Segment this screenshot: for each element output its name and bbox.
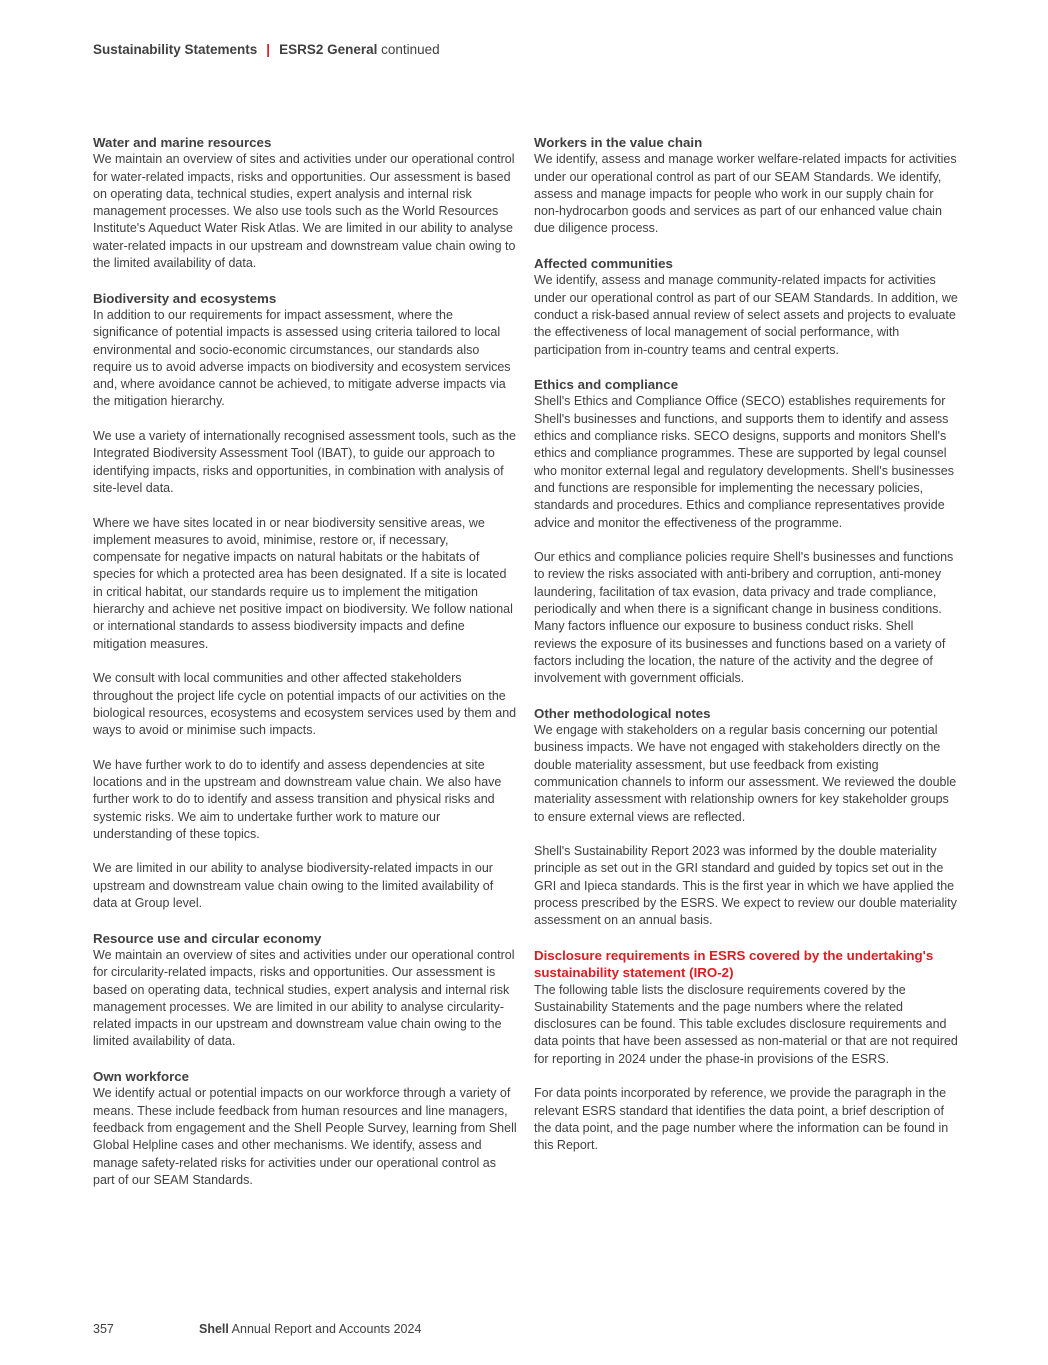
section-heading: Resource use and circular economy bbox=[93, 930, 322, 946]
section-biodiversity-cont bbox=[93, 757, 517, 843]
section-paragraph: Shell's Ethics and Compliance Office (SECO) establishes requirements for Shell's businesses and functions, and supports them to identify and assess ethics and compliance risks. SECO designs, supports and monitors Shell's ethics and compliance programmes. These are supported by legal counsel who monitor external legal and regulatory developments. Shell's businesses and functions are responsible for implementing the necessary policies, standards and procedures. Ethics and compliance representatives provide advice and monitor the effectiveness of the programme. bbox=[534, 394, 954, 530]
section-own-workforce bbox=[93, 1068, 517, 1189]
section-heading: Ethics and compliance bbox=[534, 377, 679, 393]
section-biodiversity-cont bbox=[93, 428, 517, 497]
section-paragraph: We engage with stakeholders on a regular basis concerning our potential business impacts. We have not engaged with stakeholders directly on the double materiality assessment, but use feedback from existing communication channels to inform our assessment. We reviewed the double materiality assessment with relationship owners for key stakeholder groups to ensure external views are reflected. bbox=[534, 723, 957, 824]
section-disclosure-requirements bbox=[534, 947, 958, 1068]
section-paragraph: We consult with local communities and other affected stakeholders throughout the project life cycle on potential impacts of our activities on the biological resources, ecosystems and ecosystem services used by them and ways to avoid or minimise such impacts. bbox=[93, 671, 517, 738]
header-divider: | bbox=[266, 42, 271, 57]
section-paragraph: Where we have sites located in or near biodiversity sensitive areas, we implement measures to avoid, minimise, restore or, if necessary, compensate for negative impacts on natural habitats or the habitats of species for which a protected area has been designated. If a site is located in critical habitat, our standards require us to implement the mitigation hierarchy and achieve net positive impact on biodiversity. We follow national or international standards to assess biodiversity impacts and define mitigation measures. bbox=[93, 515, 513, 651]
section-biodiversity-cont bbox=[93, 670, 517, 739]
section-methodological-notes bbox=[534, 705, 958, 826]
section-heading: Other methodological notes bbox=[534, 705, 711, 721]
section-water-marine bbox=[93, 134, 517, 272]
section-biodiversity bbox=[93, 290, 517, 411]
section-affected-communities bbox=[534, 255, 958, 359]
page-footer bbox=[93, 1322, 422, 1336]
section-heading: Own workforce bbox=[93, 1069, 190, 1085]
section-paragraph: We maintain an overview of sites and activities under our operational control for circularity-related impacts, risks and opportunities. Our assessment is based on operating data, technical studies, expert analysis and internal risk management processes. We are limited in our ability to analyse circularity-related impacts in our upstream and downstream value chain owing to the limited availability of data. bbox=[93, 947, 515, 1049]
section-paragraph: We have further work to do to identify and assess dependencies at site locations and in the upstream and downstream value chain. We also have further work to do to identify and assess transition and physical risks and systemic risks. We aim to undertake further work to mature our understanding of these topics. bbox=[93, 757, 502, 841]
section-disclosure-requirements-cont bbox=[534, 1085, 958, 1154]
section-heading: Workers in the value chain bbox=[534, 135, 703, 150]
section-value-chain-workers bbox=[534, 134, 958, 238]
section-ethics-compliance-cont bbox=[534, 549, 958, 687]
section-paragraph: We are limited in our ability to analyse biodiversity-related impacts in our upstream and downstream value chain owing to the limited availability of data at Group level. bbox=[93, 861, 494, 911]
section-paragraph: For data points incorporated by reference, we provide the paragraph in the relevant ESRS standard that identifies the data point, a brief description of the data point, and the page number where the information can be found in this Report. bbox=[534, 1086, 949, 1153]
section-heading: Water and marine resources bbox=[93, 135, 272, 150]
brand-name: Shell bbox=[199, 1322, 229, 1336]
footer-brand bbox=[199, 1322, 421, 1336]
section-paragraph: We use a variety of internationally recognised assessment tools, such as the Integrated Biodiversity Assessment Tool (IBAT), to guide our approach to identifying impacts, risks and opportunities, in combination with analysis of site-level data. bbox=[93, 429, 516, 495]
section-paragraph: We identify, assess and manage worker welfare-related impacts for activities under our operational control as part of our SEAM Standards. We identify, assess and manage impacts for people who work in our supply chain for non-hydrocarbon goods and services as part of our enhanced value chain due diligence process. bbox=[534, 152, 957, 236]
section-paragraph: In addition to our requirements for impact assessment, where the significance of potential impacts is assessed using criteria tailored to local environmental and socio-economic circumstances, our standards also require us to avoid adverse impacts on biodiversity and ecosystem services and, where avoidance cannot be achieved, to mitigate adverse impacts via the mitigation hierarchy. bbox=[93, 307, 511, 409]
section-paragraph: Our ethics and compliance policies require Shell's businesses and functions to review the risks associated with anti-bribery and corruption, anti-money laundering, facilitation of tax evasion, data privacy and trade compliance, periodically and when there is a significant change in business conditions. Many factors influence our exposure to business conduct risks. Shell reviews the exposure of its businesses and functions based on a variety of factors including the location, the nature of the activity and the degree of involvement with government officials. bbox=[534, 550, 954, 686]
section-heading-highlight: Disclosure requirements in ESRS covered by the undertaking's sustainability statement (IRO-2) bbox=[534, 947, 934, 981]
header-section: Sustainability Statements bbox=[93, 42, 258, 57]
header-continued: continued bbox=[381, 42, 440, 57]
section-paragraph: The following table lists the disclosure requirements covered by the Sustainability Statements and the page numbers where the related disclosures can be found. This table excludes disclosure requirements and data points that have been assessed as non-material or that are not required for reporting in 2024 under the phase-in provisions of the ESRS. bbox=[534, 982, 958, 1066]
header-subsection: ESRS2 General bbox=[279, 42, 378, 57]
section-paragraph: We identify, assess and manage community-related impacts for activities under our operational control as part of our SEAM Standards. In addition, we conduct a risk-based annual review of select assets and projects to evaluate the effectiveness of local management of social performance, with participation from in-country teams and central experts. bbox=[534, 273, 958, 357]
section-methodological-notes-cont bbox=[534, 843, 958, 929]
section-ethics-compliance bbox=[534, 376, 958, 532]
section-heading: Affected communities bbox=[534, 256, 673, 272]
report-title: Annual Report and Accounts 2024 bbox=[231, 1322, 422, 1336]
section-biodiversity-cont bbox=[93, 860, 517, 912]
section-paragraph: We maintain an overview of sites and activities under our operational control for water-related impacts, risks and opportunities. Our assessment is based on operating data, technical studies, expert analysis and internal risk management processes. We also use tools such as the World Resources Institute's Aqueduct Water Risk Atlas. We are limited in our ability to analyse water-related impacts in our upstream and downstream value chain owing to the limited availability of data. bbox=[93, 152, 516, 271]
section-resource-use bbox=[93, 930, 517, 1051]
section-biodiversity-cont bbox=[93, 515, 517, 653]
page-header bbox=[93, 42, 440, 57]
left-column bbox=[93, 134, 517, 1206]
page-number: 357 bbox=[93, 1322, 114, 1336]
right-column bbox=[534, 134, 958, 1172]
section-heading: Biodiversity and ecosystems bbox=[93, 290, 277, 306]
section-paragraph: Shell's Sustainability Report 2023 was informed by the double materiality principle as set out in the GRI standard and guided by topics set out in the GRI and Ipieca standards. This is the first year in which we have applied the process prescribed by the ESRS. We expect to review our double materiality assessment on an annual basis. bbox=[534, 844, 957, 928]
section-paragraph: We identify actual or potential impacts on our workforce through a variety of means. These include feedback from human resources and line managers, feedback from engagement and the Shell People Survey, learning from Shell Global Helpline cases and other mechanisms. We identify, assess and manage safety-related risks for activities under our operational control as part of our SEAM Standards. bbox=[93, 1086, 517, 1187]
